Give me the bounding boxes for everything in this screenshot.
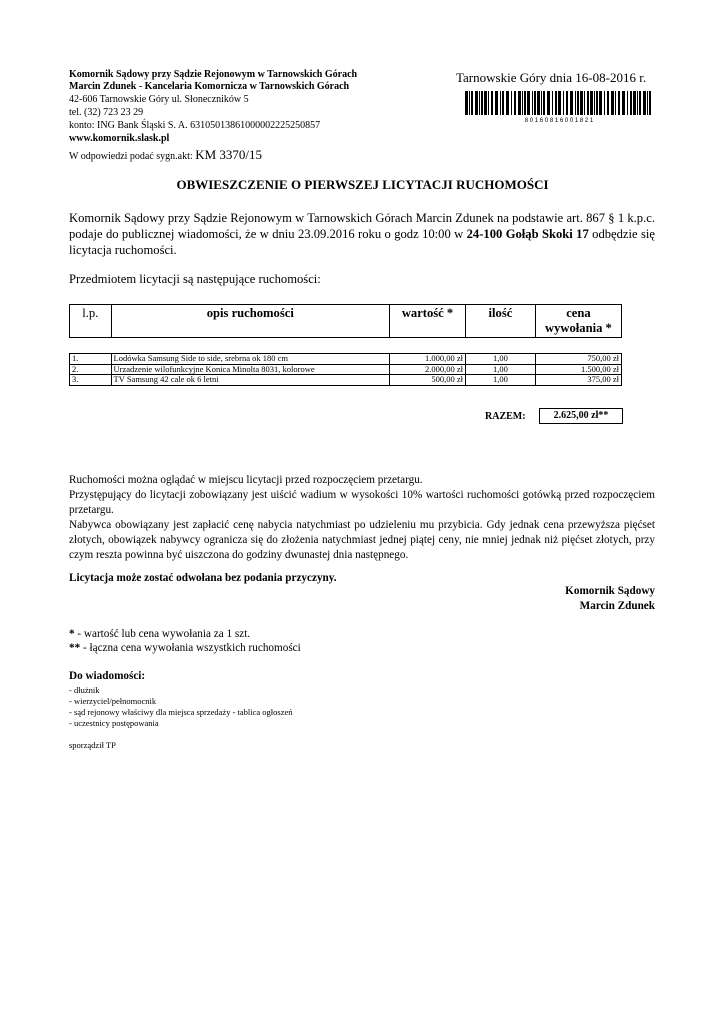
conditions-section (69, 473, 655, 563)
signature-name: Marcin Zdunek (579, 600, 655, 612)
recipient-item: - dłużnik (69, 685, 100, 695)
item-price: 750,00 zł (535, 354, 621, 365)
item-quantity: 1,00 (466, 375, 536, 386)
recipients-title: Do wiadomości: (69, 670, 146, 682)
case-number: KM 3370/15 (195, 147, 262, 162)
website-link[interactable]: www.komornik.slask.pl (69, 133, 170, 144)
condition-payment: Nabywca obowiązany jest zapłacić cenę nabycia natychmiast po udzieleniu mu przybicia. Gdy jednak cena przewyższa pięćset złotych, obowiązek nabywcy ogranicza się do złożenia natychmiast jednej piątej ceny, nie mniej jednak niż pięćset złotych, przy czym reszta powinna być uiszczona do godziny dwunastej dnia następnego. (69, 519, 655, 561)
office-name-line1: Komornik Sądowy przy Sądzie Rejonowym w Tarnowskich Górach (69, 69, 358, 80)
header-description: opis ruchomości (111, 305, 390, 338)
document-title: OBWIESZCZENIE O PIERWSZEJ LICYTACJI RUCHOMOŚCI (176, 177, 549, 192)
table-row (70, 364, 622, 375)
footnote-text: - wartość lub cena wywołania za 1 szt. (74, 628, 251, 640)
item-lp: 3. (70, 375, 112, 386)
item-value: 1.000,00 zł (390, 354, 466, 365)
header-price (535, 305, 621, 338)
item-value: 500,00 zł (390, 375, 466, 386)
table-row (70, 375, 622, 386)
item-description: TV Samsung 42 cale ok 6 letni (111, 375, 390, 386)
header-quantity: ilość (466, 305, 536, 338)
recipient-item: - wierzyciel/pełnomocnik (69, 696, 157, 706)
intro-text: Komornik Sądowy przy Sądzie Rejonowym w Tarnowskich Górach Marcin Zdunek na podstawie art. 867 § 1 k.p.c. podaje do publicznej wiadomości, że w dniu 23.09.2016 roku o godz 10:00 w (69, 211, 655, 241)
case-reference (69, 147, 262, 163)
item-value: 2.000,00 zł (390, 364, 466, 375)
footnote-mark: ** (69, 642, 81, 654)
table-row (70, 354, 622, 365)
condition-deposit: Przystępujący do licytacji zobowiązany jest uiścić wadium w wysokości 10% wartości ruchomości gotówką przed rozpoczęciem przetargu. (69, 489, 655, 516)
bank-account: konto: ING Bank Śląski S. A. 63105013861000002225250857 (69, 120, 321, 131)
reply-label: W odpowiedzi podać sygn.akt: (69, 151, 196, 162)
item-lp: 2. (70, 364, 112, 375)
office-name-line2: Marcin Zdunek - Kancelaria Komornicza w Tarnowskich Górach (69, 81, 350, 92)
total-label: RAZEM: (485, 411, 526, 422)
recipient-item: - uczestnicy postępowania (69, 718, 159, 728)
place-date: Tarnowskie Góry dnia 16-08-2016 r. (456, 70, 647, 85)
header-lp: l.p. (70, 305, 112, 338)
signature-title: Komornik Sądowy (565, 585, 655, 597)
footnote-text: - łączna cena wywołania wszystkich ruchomości (80, 642, 301, 654)
footnote-total (69, 642, 301, 654)
subject-line: Przedmiotem licytacji są następujące ruchomości: (69, 272, 321, 286)
item-price: 1.500,00 zł (535, 364, 621, 375)
auction-location: 24-100 Gołąb Skoki 17 (466, 227, 589, 241)
item-description: Lodówka Samsung Side to side, srebrna ok 180 cm (111, 354, 390, 365)
item-description: Urzadzenie wilofunkcyjne Konica Minolta 8031, kolorowe (111, 364, 390, 375)
intro-text-end: odbędzie się licytacja ruchomości. (69, 227, 655, 257)
items-table (69, 353, 622, 386)
items-header-table (69, 304, 622, 338)
barcode-text: 8 0 1 6 0 8 1 6 0 0 1 8 2 1 (524, 118, 594, 123)
barcode-icon (463, 91, 655, 123)
footnote-mark: * (69, 628, 75, 640)
item-lp: 1. (70, 354, 112, 365)
condition-viewing: Ruchomości można oglądać w miejscu licytacji przed rozpoczęciem przetargu. (69, 474, 423, 486)
item-quantity: 1,00 (466, 354, 536, 365)
intro-paragraph (69, 210, 655, 258)
cancellation-note: Licytacja może zostać odwołana bez podania przyczyny. (69, 572, 337, 584)
footnote-single (69, 628, 250, 640)
header-value: wartość * (390, 305, 466, 338)
office-address: 42-606 Tarnowskie Góry ul. Słoneczników 5 (69, 94, 249, 105)
item-quantity: 1,00 (466, 364, 536, 375)
item-price: 375,00 zł (535, 375, 621, 386)
total-value: 2.625,00 zł** (539, 408, 623, 424)
office-phone: tel. (32) 723 23 29 (69, 107, 144, 118)
recipient-item: - sąd rejonowy właściwy dla miejsca sprzedaży - tablica ogłoszeń (69, 707, 293, 717)
prepared-by: sporządził TP (69, 740, 116, 750)
header-price-text: cena wywołania * (545, 306, 612, 335)
